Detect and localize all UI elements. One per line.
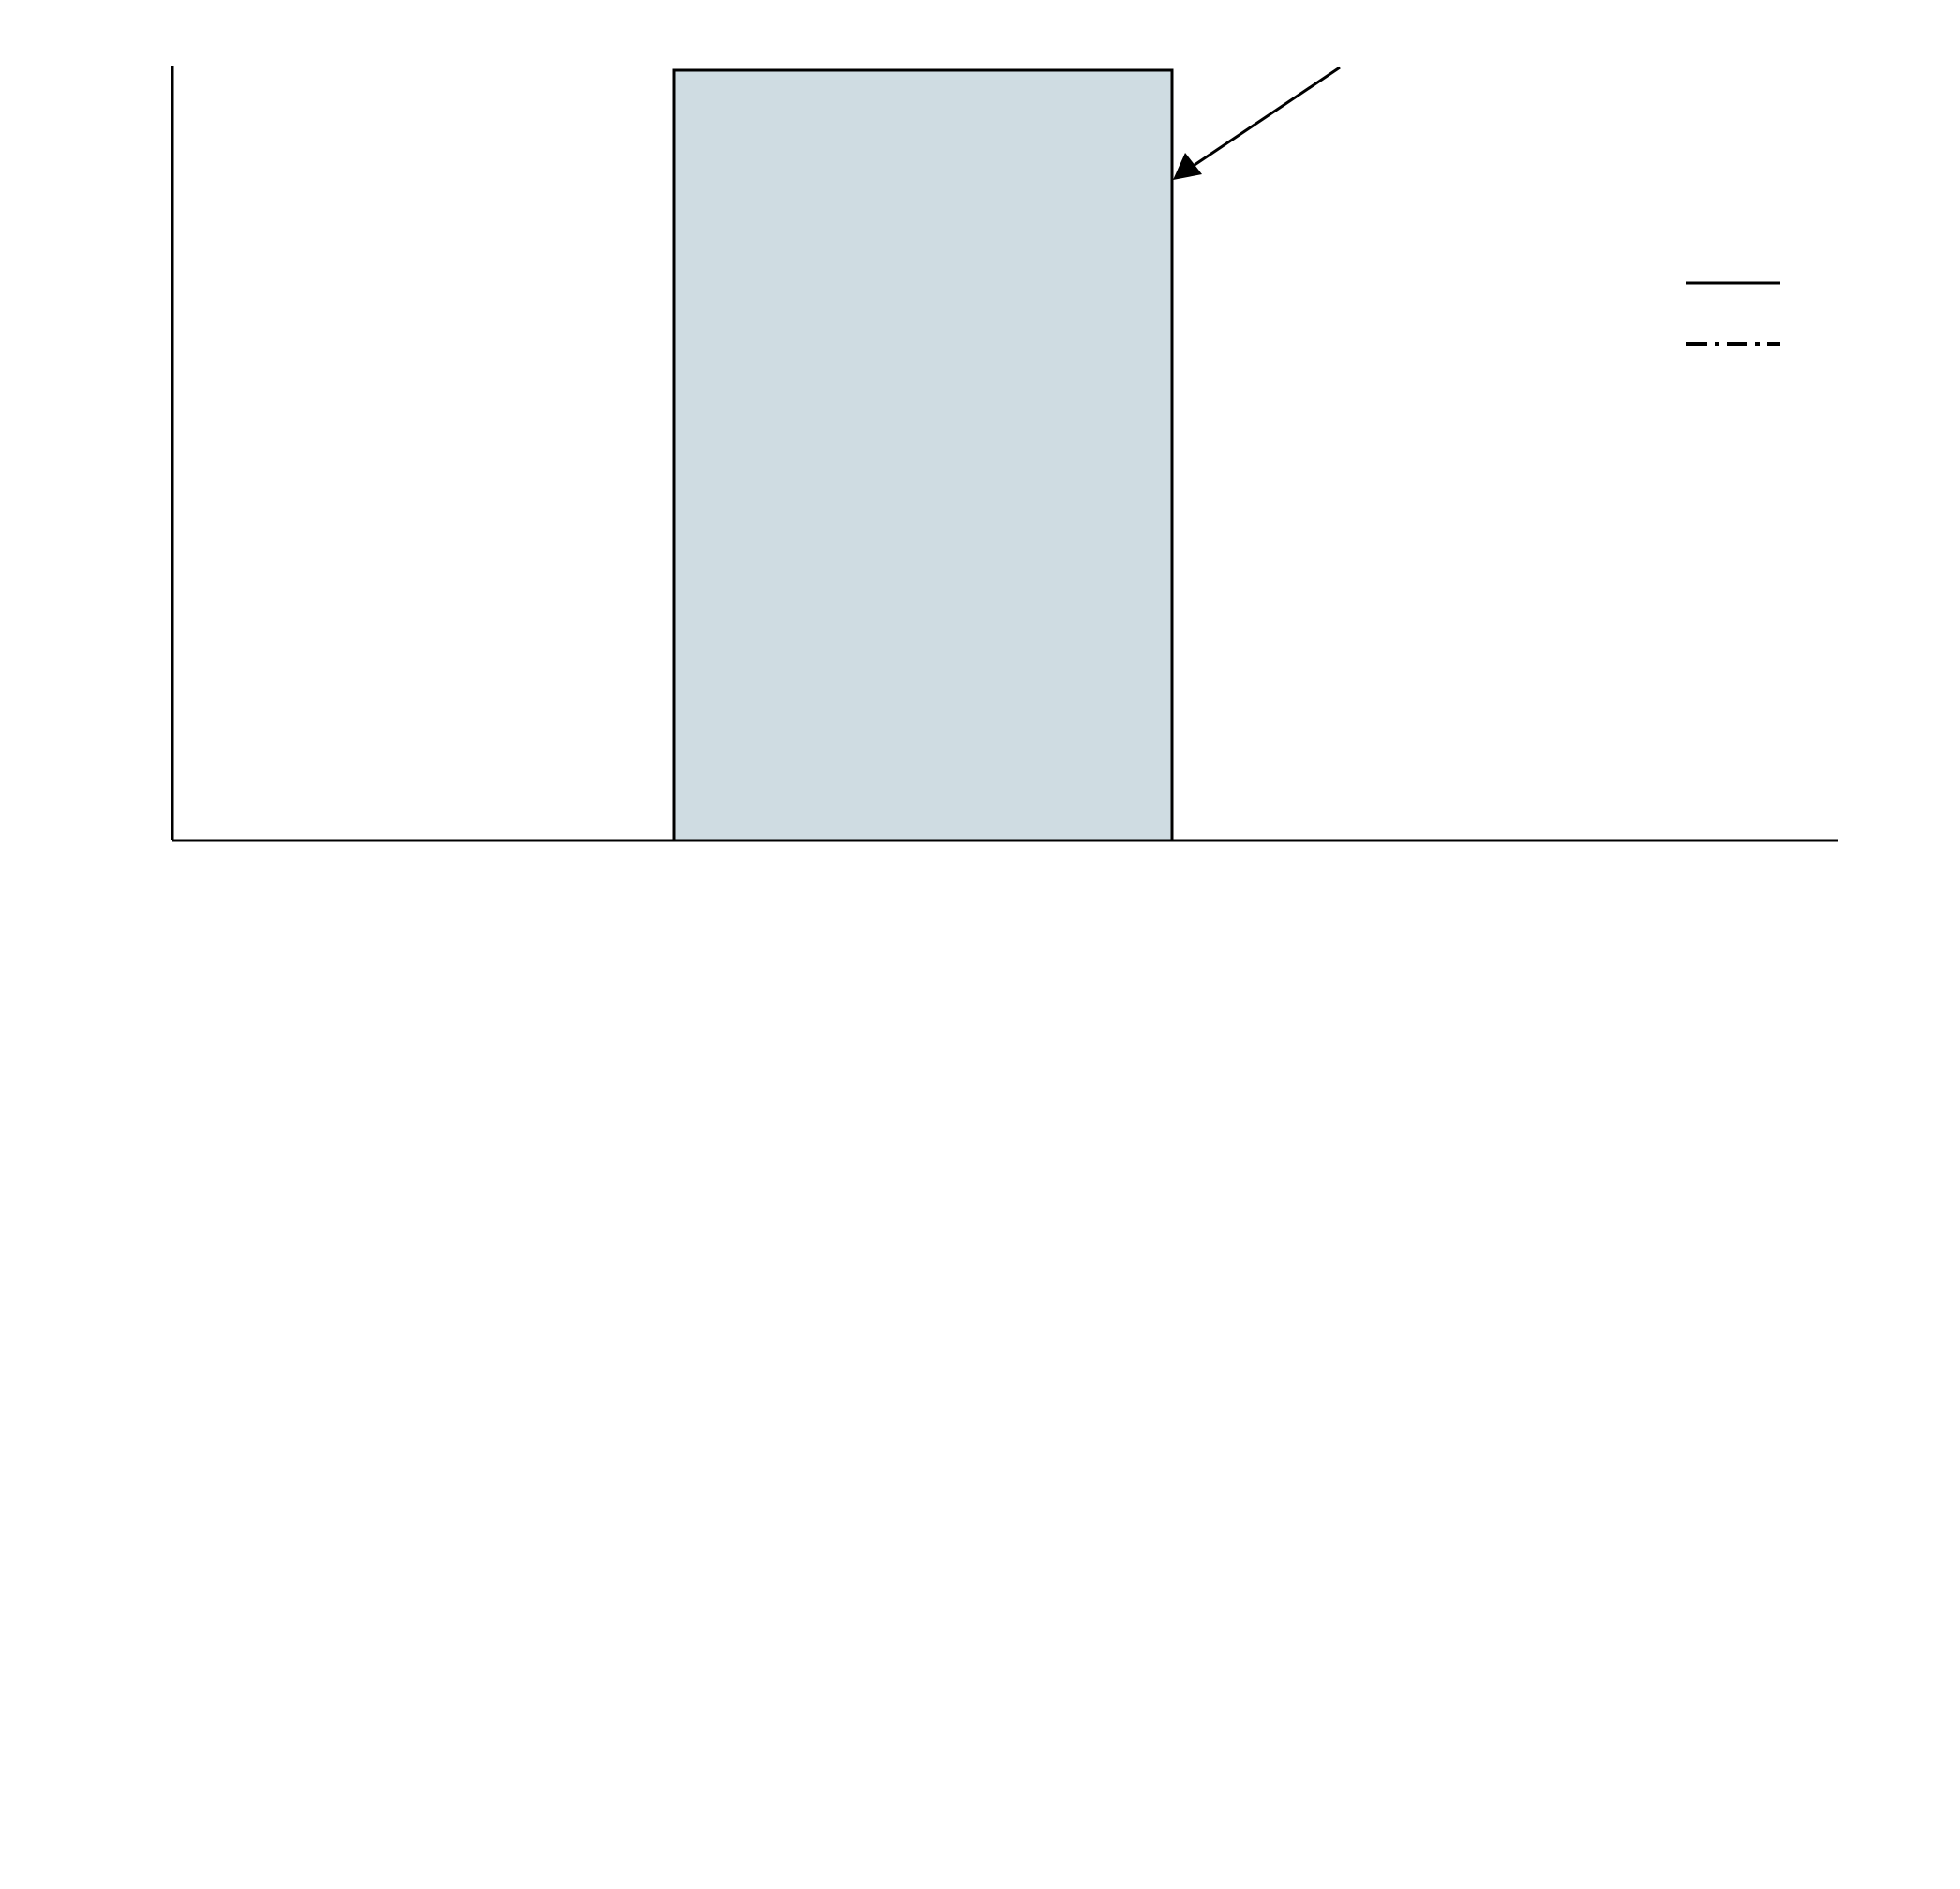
detection-area: [674, 70, 1172, 840]
solenoid-clutch-table: [16, 1052, 1941, 1817]
legend: [1686, 283, 1780, 344]
detection-area-arrow: [1173, 67, 1340, 180]
